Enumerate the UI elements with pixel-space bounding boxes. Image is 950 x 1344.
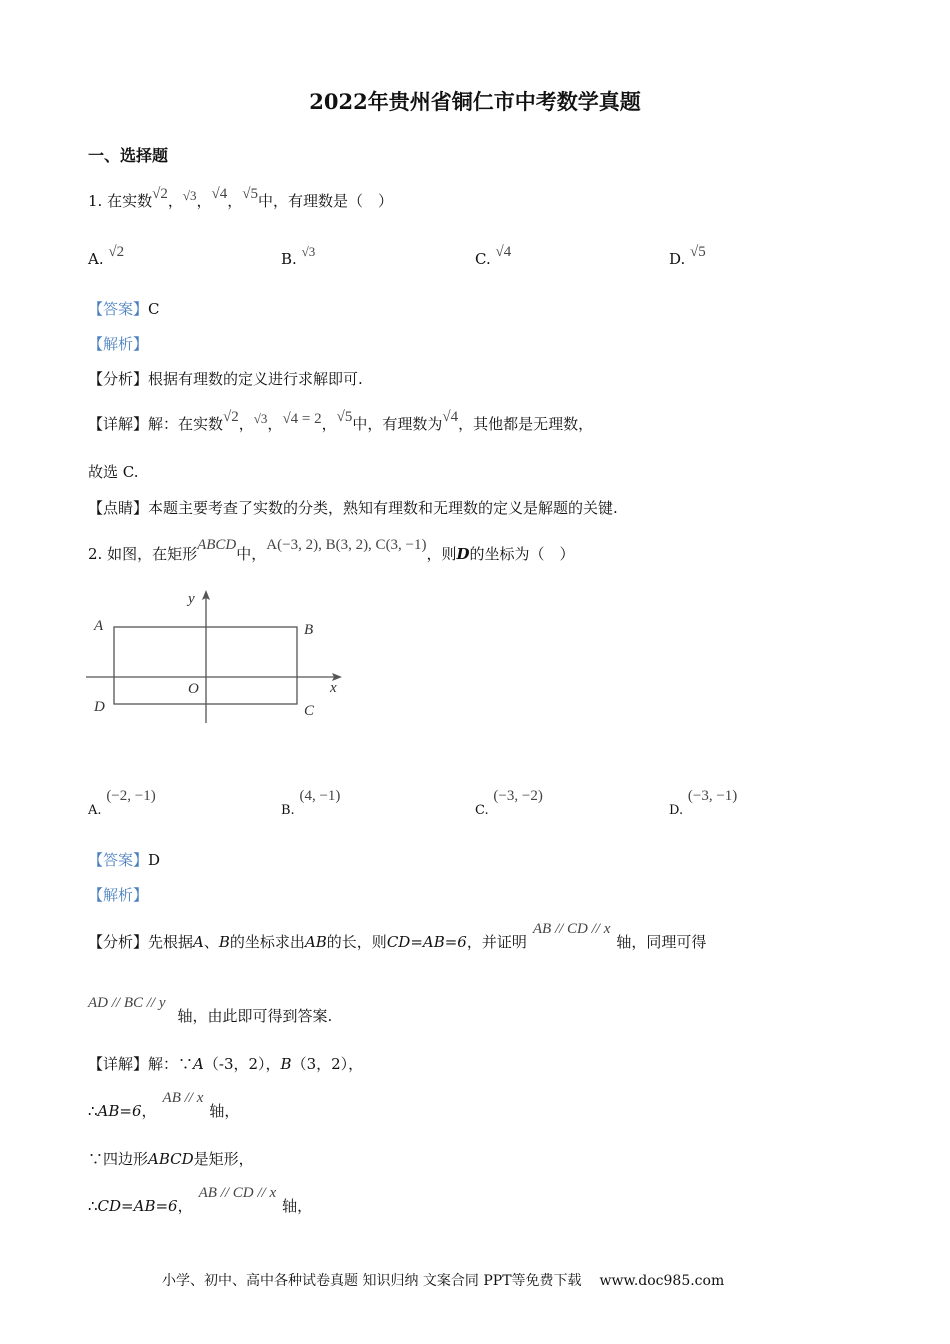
- detail-b: B: [280, 1055, 292, 1073]
- detail-ab: AB=6: [97, 1102, 142, 1120]
- q1-fenxi: [88, 368, 363, 389]
- answer-value: C: [148, 300, 160, 318]
- label-d: D: [94, 699, 105, 715]
- answer-tag: 【答案】: [88, 851, 149, 869]
- q1-answer: [88, 298, 160, 319]
- q2-rect-name: ABCD: [197, 537, 237, 553]
- q2-figure: [80, 585, 350, 730]
- q2-detail-line3: [88, 1148, 254, 1169]
- detail-sqrt4: √4: [442, 409, 459, 425]
- dianjing-tag: 【点睛】: [88, 499, 149, 517]
- fenxi-text-c: 的长，则: [326, 933, 387, 951]
- option-label: C.: [475, 250, 491, 268]
- option-value: √4: [495, 244, 512, 260]
- label-a: A: [94, 618, 104, 634]
- option-label: B.: [281, 803, 295, 818]
- therefore-symbol: ∴: [88, 1197, 98, 1215]
- detail-comma-1: ，: [238, 415, 254, 433]
- q2-answer: [88, 849, 160, 870]
- detail-abcd: ABCD: [148, 1150, 194, 1168]
- page-title: 2022年贵州省铜仁市中考数学真题: [309, 89, 641, 114]
- q1-conclusion: 故选 C.: [88, 463, 139, 481]
- option-label: A.: [88, 250, 104, 268]
- detail-text: 解：∵: [148, 1055, 194, 1073]
- fenxi-sep: 、: [203, 933, 219, 951]
- option-value: √2: [108, 244, 125, 260]
- label-c: C: [304, 703, 315, 719]
- q2-detail-line1: [88, 1053, 363, 1074]
- q1-comma-1: ，: [167, 192, 183, 210]
- fenxi-ab: AB: [304, 933, 327, 951]
- detail-axis: 轴，: [282, 1197, 313, 1215]
- q2-detail-line4: [88, 1185, 313, 1216]
- therefore-symbol: ∴: [88, 1102, 98, 1120]
- detail-comma-2: ，: [267, 415, 283, 433]
- option-value: (4, −1): [299, 788, 341, 804]
- detail-comma: ，: [141, 1102, 157, 1120]
- q1-option-b[interactable]: [281, 244, 316, 268]
- option-label: D.: [669, 250, 686, 268]
- option-value: (−3, −2): [493, 788, 543, 804]
- q2-suffix-d: D: [456, 545, 470, 563]
- q2-fenxi-line1: [88, 921, 707, 952]
- footer-link[interactable]: www.doc985.com: [599, 1273, 725, 1289]
- q1-analysis-tag: 【解析】: [88, 335, 149, 353]
- detail-is-rect: 是矩形，: [193, 1150, 254, 1168]
- option-label: D.: [669, 803, 684, 818]
- detail-a: A: [193, 1055, 204, 1073]
- fenxi-parallel-2: AD // BC // y: [88, 995, 166, 1011]
- dianjing-text: 本题主要考查了实数的分类，熟知有理数和无理数的定义是解题的关键.: [148, 499, 618, 517]
- page-footer: [162, 1270, 724, 1290]
- label-x: x: [330, 680, 337, 696]
- fenxi-cd: CD=AB=6: [386, 933, 467, 951]
- fenxi-text-b: 的坐标求出: [229, 933, 305, 951]
- option-label: B.: [281, 250, 297, 268]
- detail-comma-3: ，: [321, 415, 337, 433]
- q1-detail: [88, 409, 594, 434]
- detail-cd: CD=AB=6: [97, 1197, 178, 1215]
- detail-coord-b: （3，2），: [291, 1055, 364, 1073]
- q2-option-d[interactable]: [669, 788, 738, 819]
- detail-text-c: ，其他都是无理数，: [458, 415, 594, 433]
- q1-comma-2: ，: [196, 192, 212, 210]
- option-value: (−2, −1): [106, 788, 156, 804]
- q2-stem: [88, 537, 575, 564]
- option-value: √3: [301, 244, 316, 259]
- q2-detail-line2: [88, 1090, 240, 1121]
- q2-prefix: 2. 如图，在矩形: [88, 545, 198, 563]
- fenxi-tag: 【分析】: [88, 933, 149, 951]
- option-value: (−3, −1): [687, 788, 738, 804]
- q1-suffix: 中，有理数是（ ）: [257, 192, 393, 210]
- detail-comma: ，: [177, 1197, 193, 1215]
- q1-sqrt3: √3: [182, 188, 197, 203]
- detail-axis: 轴，: [209, 1102, 240, 1120]
- answer-tag: 【答案】: [88, 300, 149, 318]
- fenxi-text-e: 轴，同理可得: [616, 933, 707, 951]
- fenxi-text: 先根据: [148, 933, 194, 951]
- detail-tag: 【详解】: [88, 415, 149, 433]
- detail-tag: 【详解】: [88, 1055, 149, 1073]
- detail-parallel-1: AB // x: [162, 1090, 204, 1106]
- option-label: A.: [88, 803, 102, 818]
- fenxi-b: B: [218, 933, 230, 951]
- fenxi-tag: 【分析】: [88, 370, 149, 388]
- detail-parallel-2: AB // CD // x: [198, 1185, 277, 1201]
- footer-text: 小学、初中、高中各种试卷真题 知识归纳 文案合同 PPT等免费下载: [162, 1273, 582, 1289]
- q1-stem: [88, 186, 393, 211]
- q1-sqrt4: √4: [211, 186, 228, 202]
- detail-text-b: 中，有理数为: [352, 415, 443, 433]
- q1-option-d[interactable]: [669, 244, 706, 269]
- detail-sqrt2: √2: [223, 409, 239, 425]
- detail-coord-a: （-3，2），: [203, 1055, 281, 1073]
- fenxi-parallel-1: AB // CD // x: [532, 921, 611, 937]
- q2-option-b[interactable]: [281, 788, 341, 819]
- q2-suffix-b: 的坐标为（ ）: [469, 545, 575, 563]
- q1-comma-3: ，: [227, 192, 243, 210]
- label-b: B: [304, 622, 314, 638]
- q1-dianjing: [88, 497, 618, 518]
- fenxi-a: A: [193, 933, 204, 951]
- q2-mid: 中，: [236, 545, 267, 563]
- section-heading: 一、选择题: [88, 146, 169, 165]
- q2-analysis-tag: 【解析】: [88, 886, 149, 904]
- detail-sqrt3: √3: [253, 411, 268, 426]
- q2-option-c[interactable]: [475, 788, 543, 819]
- because-text: ∵四边形: [88, 1150, 149, 1168]
- q2-suffix-a: ，则: [426, 545, 457, 563]
- fenxi-text-f: 轴，由此即可得到答案.: [177, 1007, 333, 1025]
- q1-sqrt5: √5: [242, 186, 258, 202]
- label-y: y: [188, 591, 195, 607]
- detail-sqrt5: √5: [336, 409, 353, 425]
- detail-text: 解：在实数: [148, 415, 224, 433]
- q2-option-a[interactable]: [88, 788, 156, 819]
- detail-eq: √4 = 2: [282, 411, 322, 427]
- label-o: O: [188, 681, 199, 697]
- q2-coords: A(−3, 2), B(3, 2), C(3, −1): [266, 537, 427, 553]
- fenxi-text-d: ，并证明: [466, 933, 527, 951]
- answer-value: D: [148, 851, 161, 869]
- q1-prefix: 1. 在实数: [88, 192, 153, 210]
- fenxi-text: 根据有理数的定义进行求解即可.: [148, 370, 363, 388]
- q1-option-a[interactable]: [88, 244, 125, 269]
- option-value: √5: [690, 244, 706, 260]
- q1-option-c[interactable]: [475, 244, 512, 269]
- option-label: C.: [475, 803, 489, 818]
- q2-fenxi-line2: [88, 995, 333, 1026]
- q1-sqrt2: √2: [152, 186, 168, 202]
